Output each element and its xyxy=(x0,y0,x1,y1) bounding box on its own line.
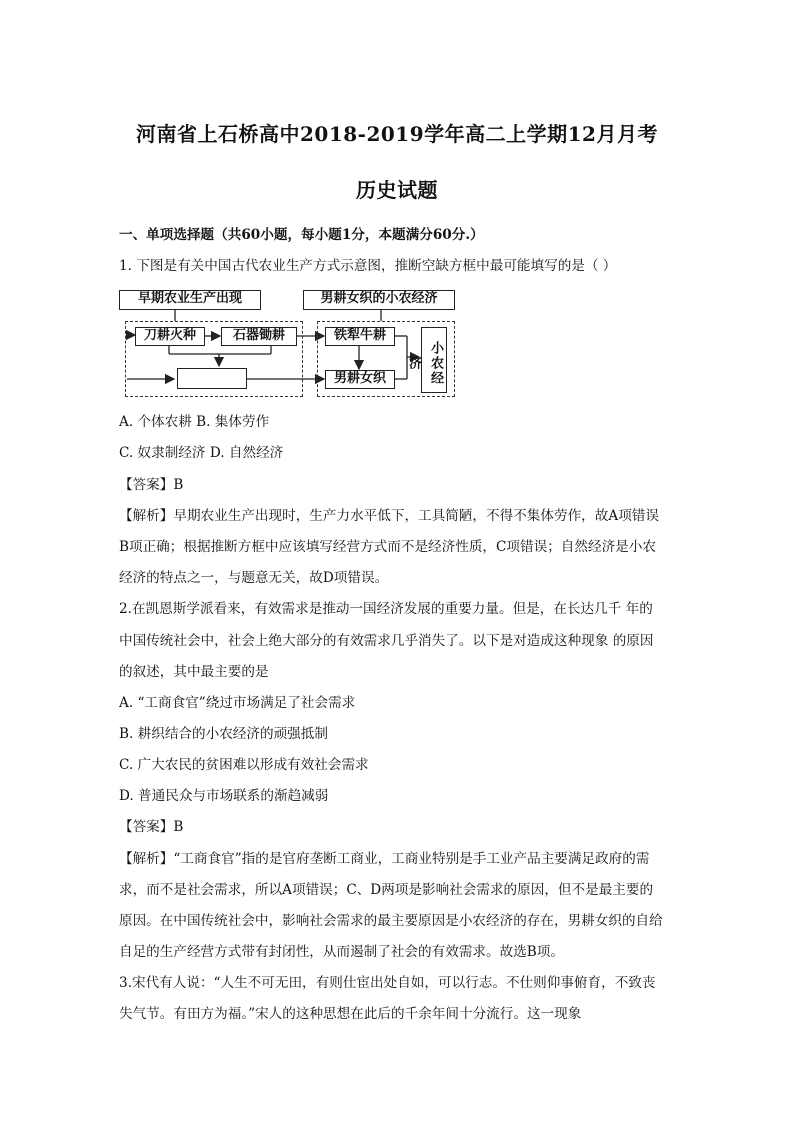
box-tieli: 铁犁牛耕 xyxy=(325,327,395,346)
q2-analysis-line: 求，而不是社会需求，所以A项错误；C、D两项是影响社会需求的原因，但不是最主要的 xyxy=(119,882,654,898)
q3-stem-line: 3.宋代有人说：“人生不可无田，有则仕宦出处自如，可以行志。不仕则仰事俯育，不致丧 xyxy=(119,975,656,991)
q2-option-d: D. 普通民众与市场联系的渐趋减弱 xyxy=(119,788,329,804)
q2-option-b: B. 耕织结合的小农经济的顽强抵制 xyxy=(119,726,328,742)
q1-options-ab: A. 个体农耕 B. 集体劳作 xyxy=(119,414,270,430)
q1-answer: 【答案】B xyxy=(119,477,184,493)
q1-options-cd: C. 奴隶制经济 D. 自然经济 xyxy=(119,445,284,461)
q2-option-c: C. 广大农民的贫困难以形成有效社会需求 xyxy=(119,757,369,773)
box-shiqi: 石器锄耕 xyxy=(221,327,297,346)
q2-analysis-line: 原因。在中国传统社会中，影响社会需求的最主要原因是小农经济的存在，男耕女织的自给 xyxy=(119,913,663,929)
blank-answer-box xyxy=(177,368,247,389)
agriculture-diagram xyxy=(119,287,459,401)
q2-answer: 【答案】B xyxy=(119,819,184,835)
exam-title: 河南省上石桥高中2018-2019学年高二上学期12月月考 xyxy=(136,122,658,146)
box-daogeng: 刀耕火种 xyxy=(135,327,205,346)
q1-stem: 1. 下图是有关中国古代农业生产方式示意图，推断空缺方框中最可能填写的是（ ） xyxy=(119,258,617,274)
left-title-box: 早期农业生产出现 xyxy=(119,290,261,310)
box-nangeng: 男耕女织 xyxy=(325,370,395,389)
q1-analysis-line: 经济的特点之一，与题意无关，故D项错误。 xyxy=(119,570,389,586)
right-title-box: 男耕女织的小农经济 xyxy=(303,290,455,310)
q1-analysis-line: 【解析】早期农业生产出现时，生产力水平低下，工具简陋，不得不集体劳作，故A项错误 xyxy=(119,508,659,524)
q2-stem-line: 2.在凯恩斯学派看来，有效需求是推动一国经济发展的重要力量。但是，在长达几千 年的 xyxy=(119,601,653,617)
q2-analysis-line: 自足的生产经营方式带有封闭性，从而遏制了社会的有效需求。故选B项。 xyxy=(119,944,564,960)
q2-analysis-line: 【解析】“工商食官”指的是官府垄断工商业，工商业特别是手工业产品主要满足政府的需 xyxy=(119,851,650,867)
q1-analysis-line: B项正确；根据推断方框中应该填写经营方式而不是经济性质，C项错误；自然经济是小农 xyxy=(119,539,656,555)
section-heading: 一、单项选择题（共60小题，每小题1分，本题满分60分.） xyxy=(119,227,484,243)
q2-stem-line: 的叙述，其中最主要的是 xyxy=(119,664,269,680)
q2-option-a: A. “工商食官”绕过市场满足了社会需求 xyxy=(119,695,356,711)
box-xiaonong: 小农经济 xyxy=(421,327,447,393)
q2-stem-line: 中国传统社会中，社会上绝大部分的有效需求几乎消失了。以下是对造成这种现象 的原因 xyxy=(119,633,654,649)
exam-subject-title: 历史试题 xyxy=(356,178,438,202)
q3-stem-line: 失气节。有田方为福。”宋人的这种思想在此后的千余年间十分流行。这一现象 xyxy=(119,1006,582,1022)
